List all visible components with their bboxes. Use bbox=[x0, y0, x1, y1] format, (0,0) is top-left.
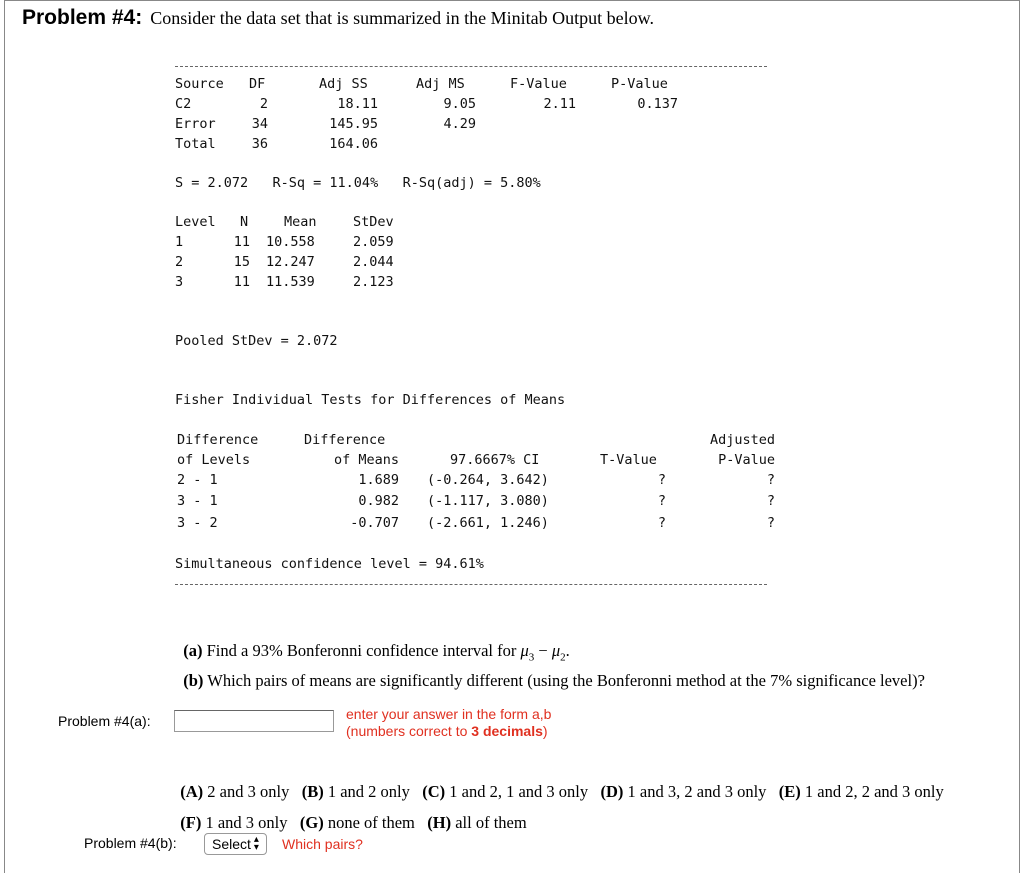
anova-df: 2 bbox=[259, 96, 268, 112]
question-b-label: (b) bbox=[183, 671, 204, 690]
answer-b-select[interactable] bbox=[204, 833, 267, 855]
anova-adjss: 18.11 bbox=[337, 96, 378, 112]
n-value: 11 bbox=[233, 234, 250, 250]
mu-subscript-3: 3 bbox=[528, 651, 535, 664]
level-value: 3 bbox=[175, 274, 184, 290]
period: . bbox=[565, 641, 570, 660]
anova-header-adjms: Adj MS bbox=[416, 76, 465, 92]
anova-header-df: DF bbox=[249, 76, 266, 92]
pooled-stdev: Pooled StDev = 2.072 bbox=[175, 333, 338, 349]
answer-a-hint-bold: 3 decimals bbox=[471, 723, 543, 739]
option-key: (F) bbox=[180, 813, 202, 832]
mean-header: Mean bbox=[284, 214, 317, 230]
mu-symbol: μ bbox=[520, 641, 529, 660]
n-value: 15 bbox=[233, 254, 250, 270]
anova-source: Error bbox=[175, 116, 216, 132]
anova-pvalue: 0.137 bbox=[637, 96, 678, 112]
anova-header-pvalue: P-Value bbox=[611, 76, 668, 92]
select-value: Select bbox=[212, 836, 251, 852]
answer-b-hint: Which pairs? bbox=[282, 836, 363, 852]
mean-value: 12.247 bbox=[266, 254, 315, 270]
problem-intro: Consider the data set that is summarized in the Minitab Output below. bbox=[150, 8, 654, 28]
question-a-label: (a) bbox=[183, 641, 203, 660]
anova-adjms: 9.05 bbox=[443, 96, 476, 112]
option-key: (C) bbox=[422, 782, 446, 801]
fisher-header-diffmeans: Difference bbox=[304, 432, 386, 448]
n-header: N bbox=[240, 214, 249, 230]
answer-a-hint-line1: enter your answer in the form a,b bbox=[346, 706, 552, 722]
fisher-ci: (-2.661, 1.246) bbox=[427, 515, 549, 531]
option-text: 1 and 2, 2 and 3 only bbox=[804, 782, 944, 801]
fisher-t: ? bbox=[657, 515, 666, 531]
question-b-text: Which pairs of means are significantly different (using the Bonferonni method at the 7% significance level)? bbox=[207, 671, 925, 690]
fisher-p: ? bbox=[766, 515, 775, 531]
answer-a-hint-pre: (numbers correct to bbox=[346, 723, 472, 739]
anova-header-source: Source bbox=[175, 76, 224, 92]
mu-subscript-2: 2 bbox=[560, 651, 566, 664]
anova-adjss: 164.06 bbox=[329, 136, 378, 152]
answer-a-hint-post: ) bbox=[542, 723, 548, 739]
anova-fvalue: 2.11 bbox=[543, 96, 576, 112]
fisher-header-oflevels: of Levels bbox=[177, 452, 251, 468]
fisher-levels: 3 - 1 bbox=[177, 493, 218, 509]
select-arrows-icon: ▴ ▾ bbox=[253, 834, 259, 853]
answer-a-label: Problem #4(a): bbox=[58, 713, 151, 729]
anova-source: C2 bbox=[175, 96, 192, 112]
options-line-2 bbox=[172, 793, 527, 833]
fisher-mean: -0.707 bbox=[350, 515, 399, 531]
answer-b-label: Problem #4(b): bbox=[84, 835, 177, 851]
level-value: 2 bbox=[175, 254, 184, 270]
answer-a-hint bbox=[346, 706, 551, 740]
top-divider bbox=[175, 66, 767, 67]
stdev-value: 2.123 bbox=[353, 274, 394, 290]
option-key: (H) bbox=[427, 813, 452, 832]
minus-sign: − bbox=[538, 641, 548, 660]
mu-symbol: μ bbox=[551, 641, 561, 660]
fisher-header-tvalue: T-Value bbox=[600, 452, 657, 468]
option-text: 1 and 3 only bbox=[205, 813, 288, 832]
model-summary: S = 2.072 R-Sq = 11.04% R-Sq(adj) = 5.80% bbox=[175, 175, 541, 191]
question-b bbox=[175, 651, 925, 691]
question-a-text: Find a 93% Bonferonni confidence interval for bbox=[206, 641, 517, 660]
fisher-t: ? bbox=[657, 472, 666, 488]
fisher-t: ? bbox=[657, 493, 666, 509]
mean-value: 11.539 bbox=[266, 274, 315, 290]
fisher-header-difflevels: Difference bbox=[177, 432, 259, 448]
anova-header-fvalue: F-Value bbox=[510, 76, 567, 92]
option-text: none of them bbox=[327, 813, 415, 832]
option-text: 1 and 2 only bbox=[327, 782, 410, 801]
answer-a-input[interactable] bbox=[174, 710, 334, 732]
n-value: 11 bbox=[233, 274, 250, 290]
fisher-p: ? bbox=[766, 472, 775, 488]
fisher-ci: (-1.117, 3.080) bbox=[427, 493, 549, 509]
bottom-divider bbox=[175, 584, 767, 585]
stdev-value: 2.044 bbox=[353, 254, 394, 270]
anova-adjms: 4.29 bbox=[443, 116, 476, 132]
simultaneous-confidence: Simultaneous confidence level = 94.61% bbox=[175, 556, 484, 572]
fisher-p: ? bbox=[766, 493, 775, 509]
page-frame bbox=[4, 0, 1020, 873]
fisher-ci: (-0.264, 3.642) bbox=[427, 472, 549, 488]
fisher-levels: 3 - 2 bbox=[177, 515, 218, 531]
anova-df: 36 bbox=[251, 136, 268, 152]
fisher-mean: 0.982 bbox=[358, 493, 399, 509]
option-text: all of them bbox=[455, 813, 527, 832]
option-key: (D) bbox=[600, 782, 624, 801]
fisher-mean: 1.689 bbox=[358, 472, 399, 488]
problem-number: Problem #4: bbox=[22, 6, 143, 29]
anova-source: Total bbox=[175, 136, 216, 152]
problem-heading bbox=[22, 6, 654, 30]
option-text: 1 and 2, 1 and 3 only bbox=[449, 782, 589, 801]
fisher-header-pvalue: P-Value bbox=[718, 452, 775, 468]
anova-df: 34 bbox=[251, 116, 268, 132]
option-key: (A) bbox=[180, 782, 204, 801]
fisher-header-ofmeans: of Means bbox=[333, 452, 399, 468]
option-text: 2 and 3 only bbox=[207, 782, 290, 801]
fisher-title: Fisher Individual Tests for Differences of Means bbox=[175, 392, 566, 408]
level-value: 1 bbox=[175, 234, 184, 250]
level-header: Level bbox=[175, 214, 216, 230]
mean-value: 10.558 bbox=[266, 234, 315, 250]
stdev-header: StDev bbox=[353, 214, 394, 230]
option-key: (B) bbox=[301, 782, 324, 801]
fisher-header-adjusted: Adjusted bbox=[709, 432, 775, 448]
anova-header-adjss: Adj SS bbox=[319, 76, 368, 92]
anova-adjss: 145.95 bbox=[329, 116, 378, 132]
fisher-header-ci: 97.6667% CI bbox=[450, 452, 540, 468]
fisher-levels: 2 - 1 bbox=[177, 472, 218, 488]
stdev-value: 2.059 bbox=[353, 234, 394, 250]
option-text: 1 and 3, 2 and 3 only bbox=[627, 782, 767, 801]
option-key: (G) bbox=[299, 813, 324, 832]
option-key: (E) bbox=[778, 782, 801, 801]
